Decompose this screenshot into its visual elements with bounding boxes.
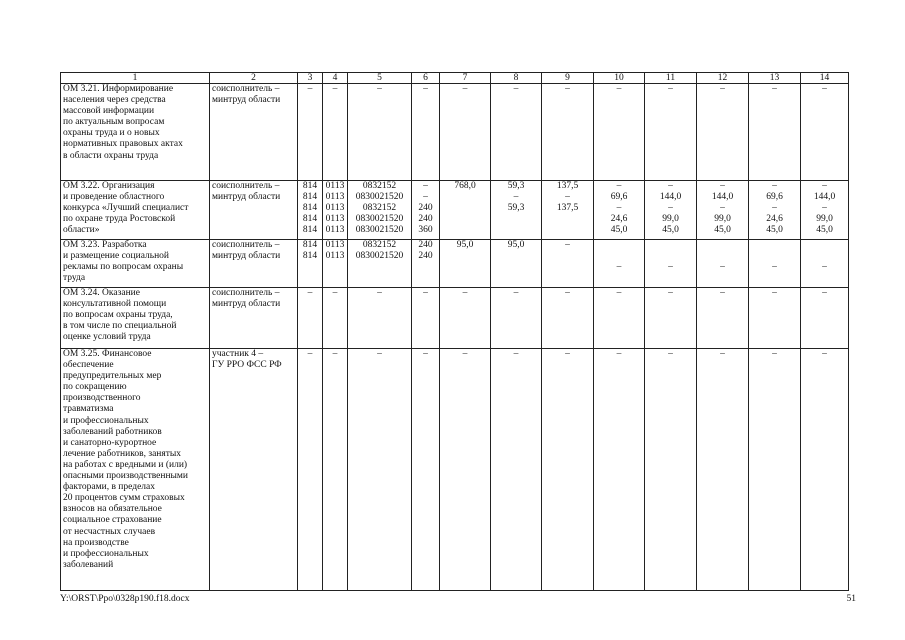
executor-cell: соисполнитель – минтруд области <box>210 84 298 181</box>
table-cell: – <box>645 240 697 288</box>
table-row <box>61 84 849 181</box>
col-header: 11 <box>645 73 697 84</box>
table-cell: – <box>594 288 645 349</box>
table-cell: – <box>491 349 542 591</box>
executor-cell: участник 4 – ГУ РРО ФСС РФ <box>210 349 298 591</box>
executor-cell: соисполнитель – минтруд области <box>210 181 298 240</box>
table-cell: – <box>749 288 801 349</box>
table-cell: – <box>348 288 412 349</box>
table-cell: 0832152 0830021520 0832152 0830021520 0830021520 <box>348 181 412 240</box>
table-cell: – <box>412 84 440 181</box>
table-cell: – <box>491 84 542 181</box>
table-cell: 0832152 0830021520 <box>348 240 412 288</box>
table-cell: – <box>801 349 849 591</box>
table-cell: – <box>594 240 645 288</box>
table-cell: – <box>323 288 348 349</box>
table-cell: – <box>749 349 801 591</box>
table-cell: – – 240 240 360 <box>412 181 440 240</box>
table-cell: – <box>697 240 749 288</box>
table-cell: – <box>542 84 594 181</box>
col-header: 6 <box>412 73 440 84</box>
table-cell: 814 814 <box>298 240 323 288</box>
table-cell: – 69,6 – 24,6 45,0 <box>594 181 645 240</box>
table-cell: – <box>298 288 323 349</box>
table-cell: – <box>440 288 491 349</box>
col-header: 5 <box>348 73 412 84</box>
table-cell: – 144,0 – 99,0 45,0 <box>801 181 849 240</box>
measure-name-cell: ОМ 3.23. Разработка и размещение социальной рекламы по вопросам охраны труда <box>61 240 210 288</box>
table-cell: – <box>697 349 749 591</box>
col-header: 13 <box>749 73 801 84</box>
table-cell: – <box>645 349 697 591</box>
col-header: 2 <box>210 73 298 84</box>
column-number-row <box>61 73 849 84</box>
table-cell: 0113 0113 0113 0113 0113 <box>323 181 348 240</box>
measure-name-cell: ОМ 3.22. Организация и проведение областного конкурса «Лучший специалист по охране труда Ростовской области» <box>61 181 210 240</box>
page-number: 51 <box>846 594 856 604</box>
table-cell: – <box>697 288 749 349</box>
table-cell: 768,0 <box>440 181 491 240</box>
measure-name-cell: ОМ 3.21. Информирование населения через средства массовой информации по актуальным вопросам охраны труда и о новых нормативных правовых актах в области охраны труда <box>61 84 210 181</box>
table-cell: 59,3 – 59,3 <box>491 181 542 240</box>
measure-name-cell: ОМ 3.24. Оказание консультативной помощи по вопросам охраны труда, в том числе по специальной оценке условий труда <box>61 288 210 349</box>
col-header: 8 <box>491 73 542 84</box>
col-header: 14 <box>801 73 849 84</box>
table-row <box>61 240 849 288</box>
table-cell: – 69,6 – 24,6 45,0 <box>749 181 801 240</box>
table-cell: – <box>542 349 594 591</box>
table-cell: – <box>594 349 645 591</box>
table-cell: – <box>298 349 323 591</box>
table-cell: – <box>348 84 412 181</box>
table-cell: – <box>412 349 440 591</box>
table-cell: – <box>542 288 594 349</box>
file-path-footer: Y:\ORST\Ppo\0328p190.f18.docx <box>60 594 190 604</box>
table-cell: 240 240 <box>412 240 440 288</box>
table-cell: 95,0 <box>491 240 542 288</box>
table-cell: 0113 0113 <box>323 240 348 288</box>
col-header: 3 <box>298 73 323 84</box>
col-header: 7 <box>440 73 491 84</box>
table-cell: – <box>801 240 849 288</box>
table-cell: – <box>594 84 645 181</box>
table-cell: – <box>323 84 348 181</box>
table-cell: – <box>412 288 440 349</box>
table-cell: – <box>645 288 697 349</box>
table-cell: – <box>542 240 594 288</box>
table-cell: – <box>749 240 801 288</box>
table-cell: 95,0 <box>440 240 491 288</box>
table-cell: – <box>440 84 491 181</box>
table-cell: – 144,0 – 99,0 45,0 <box>697 181 749 240</box>
col-header: 4 <box>323 73 348 84</box>
measure-name-cell: ОМ 3.25. Финансовое обеспечение предупредительных мер по сокращению производственного травматизма и профессиональных заболеваний работников и санаторно-курортное лечение работников, занятых на работах с вредными и (или) опасными производственными факторами, в пределах 20 процентов сумм страховых взносов на обязательное социальное страхование от несчастных случаев на производстве и профессиональных заболеваний <box>61 349 210 591</box>
table-cell: – <box>440 349 491 591</box>
program-table <box>60 72 849 591</box>
col-header: 12 <box>697 73 749 84</box>
table-cell: – <box>801 84 849 181</box>
table-cell: – <box>348 349 412 591</box>
table-row <box>61 349 849 591</box>
col-header: 1 <box>61 73 210 84</box>
table-cell: – <box>749 84 801 181</box>
table-cell: – <box>491 288 542 349</box>
table-row <box>61 288 849 349</box>
table-cell: – <box>697 84 749 181</box>
table-row <box>61 181 849 240</box>
table-cell: – 144,0 – 99,0 45,0 <box>645 181 697 240</box>
executor-cell: соисполнитель – минтруд области <box>210 288 298 349</box>
table-cell: – <box>323 349 348 591</box>
table-cell: 814 814 814 814 814 <box>298 181 323 240</box>
table-cell: – <box>298 84 323 181</box>
table-cell: – <box>801 288 849 349</box>
col-header: 9 <box>542 73 594 84</box>
executor-cell: соисполнитель – минтруд области <box>210 240 298 288</box>
table-cell: 137,5 – 137,5 <box>542 181 594 240</box>
table-cell: – <box>645 84 697 181</box>
col-header: 10 <box>594 73 645 84</box>
